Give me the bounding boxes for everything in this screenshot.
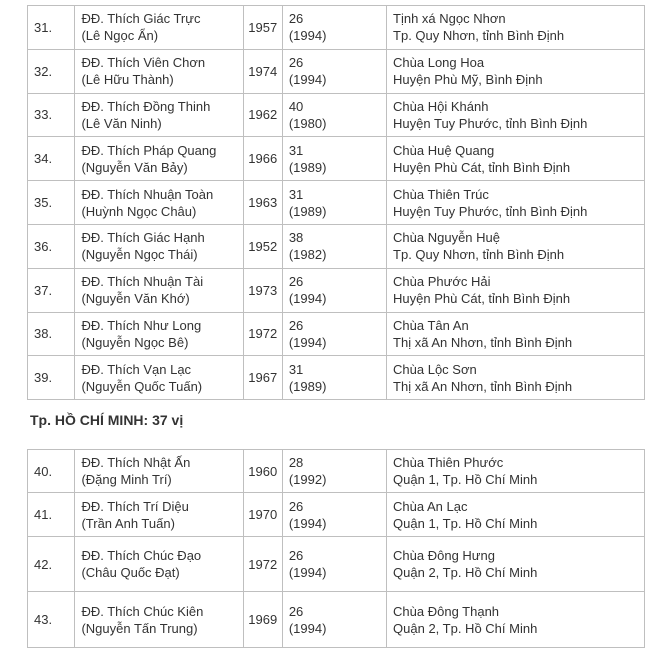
monk-name-cell [75, 6, 243, 50]
dharma-name: ĐĐ. Thích Chúc Đạo [81, 548, 202, 563]
birth-year: 1972 [243, 312, 282, 356]
vassa-count: 26 [288, 55, 304, 71]
birth-year: 1960 [243, 450, 282, 493]
vassa-cell [282, 592, 386, 648]
temple-cell [387, 268, 645, 312]
vassa-count: 28 [288, 455, 304, 470]
monk-name-cell [75, 181, 243, 225]
temple-cell [387, 93, 645, 137]
monk-name-cell [75, 137, 243, 181]
table-row [28, 181, 645, 225]
birth-year: 1952 [243, 224, 282, 268]
table-row [28, 49, 645, 93]
temple-location: Thị xã An Nhơn, tỉnh Bình Định [393, 378, 573, 394]
vassa-cell [282, 312, 386, 356]
row-number: 31. [28, 6, 75, 50]
lay-name: (Đặng Minh Trí) [81, 472, 172, 487]
vassa-cell [282, 137, 386, 181]
lay-name: (Trần Anh Tuấn) [81, 515, 175, 531]
row-number: 42. [28, 537, 75, 592]
temple-location: Huyện Tuy Phước, tỉnh Bình Định [393, 115, 588, 131]
monk-roster-table-binh-dinh [27, 5, 645, 400]
dharma-name: ĐĐ. Thích Pháp Quang [81, 142, 217, 158]
dharma-name: ĐĐ. Thích Trí Diệu [81, 498, 189, 514]
table-row [28, 6, 645, 50]
vassa-count: 31 [288, 142, 304, 158]
temple-name: Tịnh xá Ngọc Nhơn [393, 11, 506, 27]
lay-name: (Nguyễn Văn Bảy) [81, 159, 188, 175]
birth-year: 1974 [243, 49, 282, 93]
temple-location: Huyện Phù Mỹ, Bình Định [393, 72, 543, 88]
birth-year: 1957 [243, 6, 282, 50]
monk-name-cell [75, 312, 243, 356]
dharma-name: ĐĐ. Thích Nhuận Toàn [81, 186, 214, 202]
temple-name: Chùa Thiên Trúc [393, 186, 489, 202]
row-number: 32. [28, 49, 75, 93]
table-body [28, 450, 645, 648]
vassa-cell [282, 537, 386, 592]
temple-cell [387, 592, 645, 648]
monk-name-cell [75, 49, 243, 93]
lay-name: (Nguyễn Văn Khớ) [81, 291, 190, 307]
temple-cell [387, 224, 645, 268]
temple-name: Chùa Hội Khánh [393, 98, 489, 114]
birth-year: 1972 [243, 537, 282, 592]
temple-cell [387, 49, 645, 93]
temple-cell [387, 181, 645, 225]
vassa-count: 26 [288, 317, 304, 333]
temple-cell [387, 537, 645, 592]
dharma-name: ĐĐ. Thích Nhuận Tài [81, 274, 204, 290]
vassa-cell [282, 450, 386, 493]
temple-name: Chùa An Lạc [393, 498, 468, 514]
monk-name-cell [75, 450, 243, 493]
ordination-year: (1994) [288, 620, 327, 636]
monk-name-cell [75, 356, 243, 400]
vassa-count: 40 [288, 98, 304, 114]
birth-year: 1962 [243, 93, 282, 137]
temple-cell [387, 450, 645, 493]
temple-location: Thị xã An Nhơn, tỉnh Bình Định [393, 334, 573, 350]
lay-name: (Lê Văn Ninh) [81, 115, 162, 131]
vassa-cell [282, 268, 386, 312]
ordination-year: (1992) [288, 472, 327, 487]
vassa-cell [282, 356, 386, 400]
temple-name: Chùa Long Hoa [393, 55, 485, 71]
monk-roster-table-hcmc [27, 449, 645, 648]
row-number: 41. [28, 493, 75, 537]
lay-name: (Nguyễn Quốc Tuấn) [81, 378, 203, 394]
table-row [28, 493, 645, 537]
lay-name: (Nguyễn Tấn Trung) [81, 620, 198, 636]
temple-name: Chùa Tân An [393, 317, 469, 333]
ordination-year: (1980) [288, 115, 327, 131]
row-number: 38. [28, 312, 75, 356]
lay-name: (Nguyễn Ngọc Bê) [81, 334, 189, 350]
temple-location: Huyện Tuy Phước, tỉnh Bình Định [393, 203, 588, 219]
birth-year: 1969 [243, 592, 282, 648]
section-heading: Tp. HỒ CHÍ MINH: 37 vị [30, 412, 184, 428]
temple-location: Quận 1, Tp. Hồ Chí Minh [393, 472, 538, 487]
vassa-count: 26 [288, 603, 304, 619]
vassa-cell [282, 49, 386, 93]
birth-year: 1973 [243, 268, 282, 312]
ordination-year: (1989) [288, 203, 327, 219]
birth-year: 1970 [243, 493, 282, 537]
table-row [28, 537, 645, 592]
ordination-year: (1989) [288, 159, 327, 175]
table-row [28, 224, 645, 268]
lay-name: (Lê Hữu Thành) [81, 72, 174, 88]
row-number: 39. [28, 356, 75, 400]
vassa-count: 26 [288, 274, 304, 290]
vassa-cell [282, 493, 386, 537]
table-row [28, 312, 645, 356]
temple-name: Chùa Lộc Sơn [393, 361, 477, 377]
table-row [28, 93, 645, 137]
vassa-count: 26 [288, 498, 304, 514]
temple-location: Huyện Phù Cát, tỉnh Bình Định [393, 291, 571, 307]
vassa-cell [282, 224, 386, 268]
row-number: 33. [28, 93, 75, 137]
vassa-count: 31 [288, 361, 304, 377]
table-row [28, 356, 645, 400]
temple-name: Chùa Đông Hưng [393, 548, 495, 563]
temple-name: Chùa Nguyễn Huệ [393, 230, 500, 246]
monk-name-cell [75, 93, 243, 137]
ordination-year: (1994) [288, 334, 327, 350]
monk-name-cell [75, 224, 243, 268]
dharma-name: ĐĐ. Thích Chúc Kiên [81, 603, 204, 619]
temple-location: Huyện Phù Cát, tỉnh Bình Định [393, 159, 571, 175]
ordination-year: (1989) [288, 378, 327, 394]
table-row [28, 268, 645, 312]
row-number: 40. [28, 450, 75, 493]
temple-name: Chùa Huệ Quang [393, 142, 495, 158]
lay-name: (Nguyễn Ngọc Thái) [81, 247, 198, 263]
lay-name: (Huỳnh Ngọc Châu) [81, 203, 197, 219]
table-row [28, 137, 645, 181]
dharma-name: ĐĐ. Thích Như Long [81, 317, 202, 333]
dharma-name: ĐĐ. Thích Giác Trực [81, 11, 201, 27]
temple-name: Chùa Đông Thạnh [393, 603, 500, 619]
temple-cell [387, 6, 645, 50]
table-row [28, 450, 645, 493]
table-row [28, 592, 645, 648]
row-number: 43. [28, 592, 75, 648]
birth-year: 1967 [243, 356, 282, 400]
monk-name-cell [75, 493, 243, 537]
dharma-name: ĐĐ. Thích Vạn Lạc [81, 361, 192, 377]
temple-name: Chùa Phước Hải [393, 274, 491, 290]
ordination-year: (1994) [288, 515, 327, 531]
ordination-year: (1994) [288, 291, 327, 307]
vassa-cell [282, 181, 386, 225]
vassa-count: 38 [288, 230, 304, 246]
vassa-count: 26 [288, 11, 304, 27]
birth-year: 1963 [243, 181, 282, 225]
ordination-year: (1994) [288, 72, 327, 88]
ordination-year: (1994) [288, 28, 327, 44]
vassa-count: 31 [288, 186, 304, 202]
row-number: 35. [28, 181, 75, 225]
vassa-cell [282, 93, 386, 137]
row-number: 36. [28, 224, 75, 268]
dharma-name: ĐĐ. Thích Nhật Ấn [81, 455, 191, 470]
monk-name-cell [75, 537, 243, 592]
dharma-name: ĐĐ. Thích Đồng Thinh [81, 98, 211, 114]
monk-name-cell [75, 268, 243, 312]
row-number: 34. [28, 137, 75, 181]
dharma-name: ĐĐ. Thích Giác Hạnh [81, 230, 205, 246]
lay-name: (Lê Ngọc Ẩn) [81, 28, 159, 44]
temple-location: Quận 1, Tp. Hồ Chí Minh [393, 515, 538, 531]
birth-year: 1966 [243, 137, 282, 181]
row-number: 37. [28, 268, 75, 312]
vassa-cell [282, 6, 386, 50]
vassa-count: 26 [288, 548, 304, 563]
temple-name: Chùa Thiên Phước [393, 455, 504, 470]
table-body [28, 6, 645, 400]
lay-name: (Châu Quốc Đạt) [81, 565, 180, 580]
temple-cell [387, 493, 645, 537]
temple-cell [387, 312, 645, 356]
temple-cell [387, 356, 645, 400]
ordination-year: (1994) [288, 565, 327, 580]
temple-location: Quận 2, Tp. Hồ Chí Minh [393, 620, 538, 636]
temple-location: Quận 2, Tp. Hồ Chí Minh [393, 565, 538, 580]
dharma-name: ĐĐ. Thích Viên Chơn [81, 55, 206, 71]
monk-name-cell [75, 592, 243, 648]
temple-location: Tp. Quy Nhơn, tỉnh Bình Định [393, 247, 565, 263]
temple-cell [387, 137, 645, 181]
temple-location: Tp. Quy Nhơn, tỉnh Bình Định [393, 28, 565, 44]
ordination-year: (1982) [288, 247, 327, 263]
